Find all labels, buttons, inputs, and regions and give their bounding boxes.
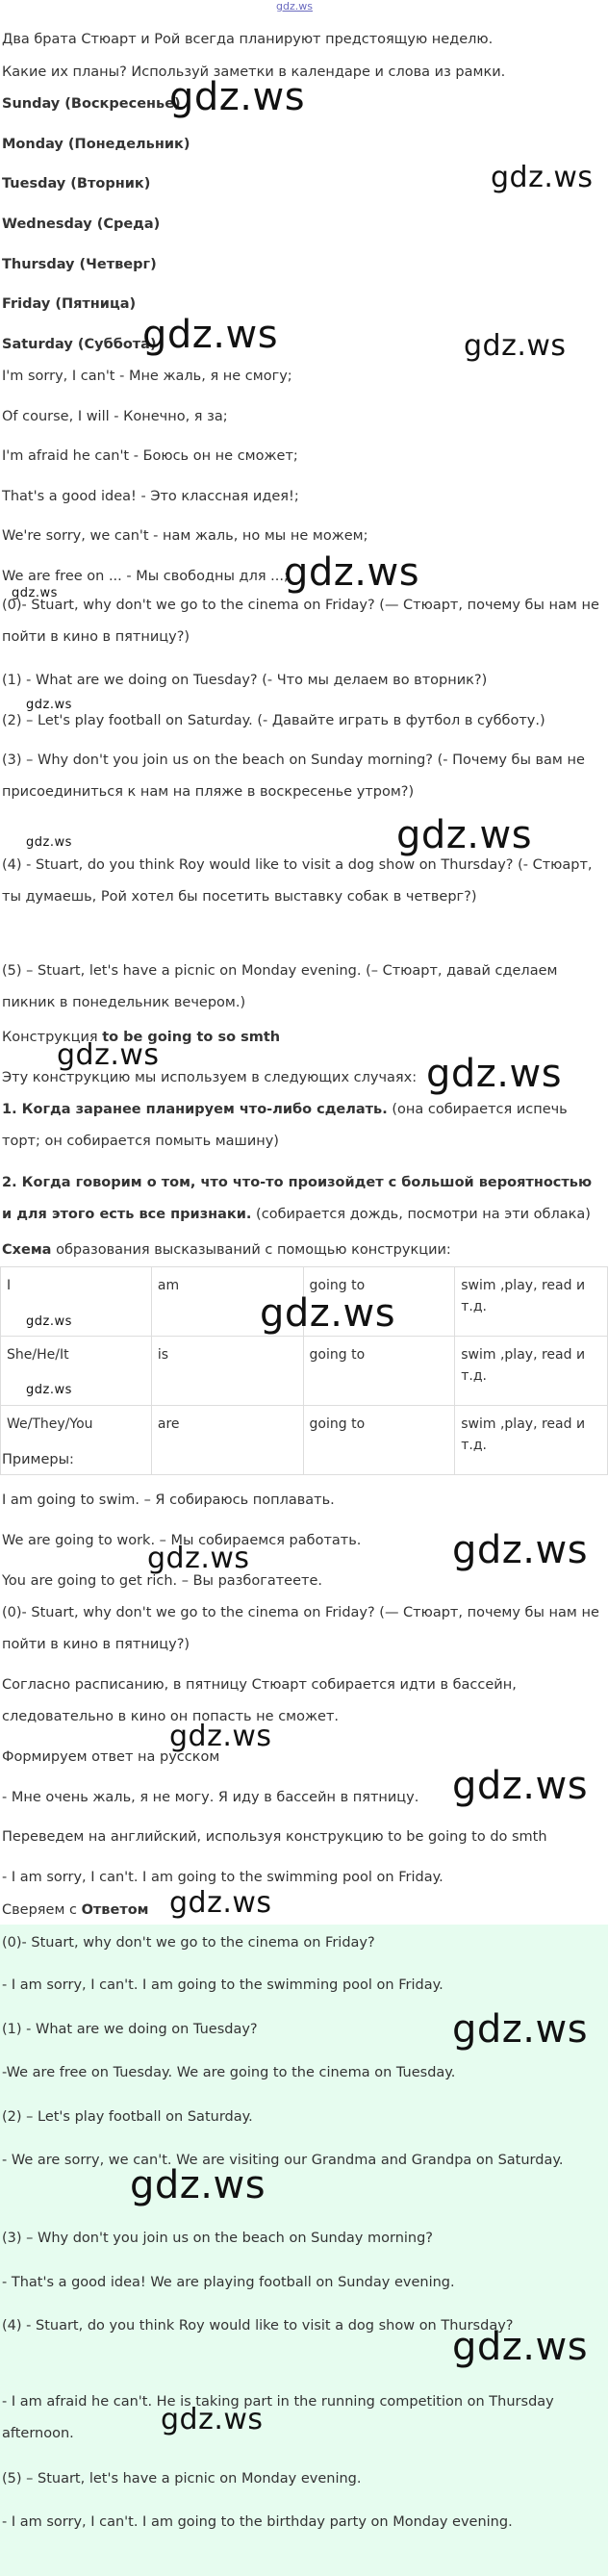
construction-case-1 <box>2 1094 604 1158</box>
phrase-3: I'm afraid he can't - Боюсь он не сможет; <box>2 448 298 464</box>
day-monday: Monday (Понедельник) <box>2 137 190 152</box>
day-friday: Friday (Пятница) <box>2 296 137 312</box>
answer-3: - That's a good idea! We are playing football on Sunday evening. <box>2 2275 455 2290</box>
table-cell: We/They/You <box>1 1406 152 1475</box>
phrase-4: That's a good idea! - Это классная идея!; <box>2 489 299 504</box>
watermark: gdz.ws <box>396 813 533 857</box>
check-prefix: Сверяем с <box>2 1902 82 1918</box>
example-2: We are going to work. – Мы собираемся работать. <box>2 1533 362 1548</box>
answer-russian: - Мне очень жаль, я не могу. Я иду в бассейн в пятницу. <box>2 1790 419 1805</box>
intro-line-1: Два брата Стюарт и Рой всегда планируют предстоящую неделю. <box>2 32 494 47</box>
examples-title: Примеры: <box>2 1452 74 1467</box>
example-3: You are going to get rich. – Вы разбогатеете. <box>2 1573 322 1589</box>
watermark: gdz.ws <box>169 1720 272 1753</box>
scheme-bold: Схема <box>2 1242 52 1258</box>
answer-1-question: (1) - What are we doing on Tuesday? <box>2 2022 258 2037</box>
table-cell: I <box>1 1267 152 1337</box>
watermark: gdz.ws <box>464 329 567 363</box>
table-cell: swim ,play, read и т.д. <box>455 1267 608 1337</box>
scheme-text: образования высказываний с помощью конструкции: <box>51 1242 451 1258</box>
case-1-bold: 1. Когда заранее планируем что-либо сделать. <box>2 1102 388 1117</box>
day-wednesday: Wednesday (Среда) <box>2 217 161 232</box>
day-tuesday: Tuesday (Вторник) <box>2 176 151 191</box>
answer-english: - I am sorry, I can't. I am going to the swimming pool on Friday. <box>2 1870 443 1885</box>
phrase-6: We are free on ... - Мы свободны для ...; <box>2 569 289 584</box>
phrase-5: We're sorry, we can't - нам жаль, но мы не можем; <box>2 528 368 544</box>
phrase-1: I'm sorry, I can't - Мне жаль, я не смогу; <box>2 369 292 384</box>
answer-4: - I am afraid he can't. He is taking part in the running competition on Thursday afternoon. <box>2 2394 554 2441</box>
table-cell: swim ,play, read и т.д. <box>455 1406 608 1475</box>
answer-5-question: (5) – Stuart, let's have a picnic on Monday evening. <box>2 2471 362 2487</box>
construction-usage: Эту конструкцию мы используем в следующих случаях: <box>2 1070 418 1085</box>
table-cell: going to <box>303 1337 455 1406</box>
explanation-schedule: Согласно расписанию, в пятницу Стюарт собирается идти в бассейн, следовательно в кино он попасть не сможет. <box>2 1677 517 1724</box>
watermark: gdz.ws <box>452 1528 589 1572</box>
question-5: (5) – Stuart, let's have a picnic on Monday evening. (– Стюарт, давай сделаем пикник в понедельник вечером.) <box>2 963 558 1010</box>
watermark: gdz.ws <box>12 586 58 600</box>
site-logo-link[interactable]: gdz.ws <box>276 0 313 13</box>
watermark: gdz.ws <box>491 161 594 194</box>
question-3: (3) – Why don't you join us on the beach on Sunday morning? (- Почему бы вам не присоединиться к нам на пляже в воскресенье утром?) <box>2 752 585 800</box>
day-thursday: Thursday (Четверг) <box>2 257 157 272</box>
watermark: gdz.ws <box>426 1052 563 1096</box>
explanation-question-0: (0)- Stuart, why don't we go to the cinema on Friday? (— Стюарт, почему бы нам не пойти в кино в пятницу?) <box>2 1605 599 1652</box>
watermark: gdz.ws <box>26 698 72 712</box>
question-0: (0)- Stuart, why don't we go to the cinema on Friday? (— Стюарт, почему бы нам не пойти в кино в пятницу?) <box>2 598 599 645</box>
watermark: gdz.ws <box>26 835 72 850</box>
construction-case-2 <box>2 1167 604 1231</box>
answer-5: - I am sorry, I can't. I am going to the birthday party on Monday evening. <box>2 2514 513 2530</box>
answer-0: - I am sorry, I can't. I am going to the swimming pool on Friday. <box>2 1977 443 1993</box>
watermark: gdz.ws <box>284 550 420 595</box>
construction-title-prefix: Конструкция <box>2 1030 103 1045</box>
form-russian-answer: Формируем ответ на русском <box>2 1749 220 1765</box>
day-sunday: Sunday (Воскресенье) <box>2 96 181 112</box>
watermark: gdz.ws <box>26 1314 72 1329</box>
translate-instruction: Переведем на английский, используя конструкцию to be going to do smth <box>2 1829 547 1845</box>
watermark: gdz.ws <box>130 2163 266 2207</box>
watermark: gdz.ws <box>142 313 279 357</box>
question-1: (1) - What are we doing on Tuesday? (- Что мы делаем во вторник?) <box>2 673 488 688</box>
example-1: I am going to swim. – Я собираюсь поплавать. <box>2 1492 335 1508</box>
answer-2-question: (2) – Let's play football on Saturday. <box>2 2109 253 2125</box>
question-2: (2) – Let's play football on Saturday. (- Давайте играть в футбол в субботу.) <box>2 713 545 728</box>
case-2-bold: 2. Когда говорим о том, что что-то произойдет с большой вероятностью и для этого есть все признаки. <box>2 1175 593 1222</box>
table-cell: am <box>151 1267 303 1337</box>
case-2-text: (собирается дождь, посмотри на эти облака) <box>251 1207 591 1222</box>
watermark: gdz.ws <box>26 1383 72 1397</box>
table-cell: going to <box>303 1267 455 1337</box>
check-bold: Ответом <box>81 1902 149 1918</box>
answer-3-question: (3) – Why don't you join us on the beach on Sunday morning? <box>2 2231 434 2246</box>
table-cell: are <box>151 1406 303 1475</box>
intro-line-2: Какие их планы? Используй заметки в календаре и слова из рамки. <box>2 64 506 80</box>
scheme-line <box>2 1234 604 1266</box>
answer-0-question: (0)- Stuart, why don't we go to the cinema on Friday? <box>2 1935 375 1951</box>
table-cell: is <box>151 1337 303 1406</box>
check-line <box>2 1894 604 1926</box>
watermark: gdz.ws <box>452 2007 589 2052</box>
day-saturday: Saturday (Суббота) <box>2 337 157 352</box>
case-1-text: (она собирается испечь торт; он собирается помыть машину) <box>2 1102 568 1149</box>
phrase-2: Of course, I will - Конечно, я за; <box>2 409 228 424</box>
answer-1: -We are free on Tuesday. We are going to the cinema on Tuesday. <box>2 2065 456 2080</box>
table-cell: going to <box>303 1406 455 1475</box>
table-cell: She/He/It <box>1 1337 152 1406</box>
watermark: gdz.ws <box>169 75 306 119</box>
watermark: gdz.ws <box>452 2325 589 2369</box>
table-row <box>1 1337 608 1406</box>
watermark: gdz.ws <box>57 1038 160 1072</box>
construction-title-bold: to be going to so smth <box>102 1030 281 1045</box>
table-cell: swim ,play, read и т.д. <box>455 1337 608 1406</box>
watermark: gdz.ws <box>169 1886 272 1920</box>
answer-2: - We are sorry, we can't. We are visiting our Grandma and Grandpa on Saturday. <box>2 2153 564 2168</box>
watermark: gdz.ws <box>452 1764 589 1808</box>
answer-4-question: (4) - Stuart, do you think Roy would like to visit a dog show on Thursday? <box>2 2318 514 2334</box>
watermark: gdz.ws <box>260 1291 396 1336</box>
watermark: gdz.ws <box>161 2403 264 2436</box>
watermark: gdz.ws <box>147 1542 250 1575</box>
question-4: (4) - Stuart, do you think Roy would like to visit a dog show on Thursday? (- Стюарт, ты думаешь, Рой хотел бы посетить выставку собак в четверг?) <box>2 857 593 905</box>
